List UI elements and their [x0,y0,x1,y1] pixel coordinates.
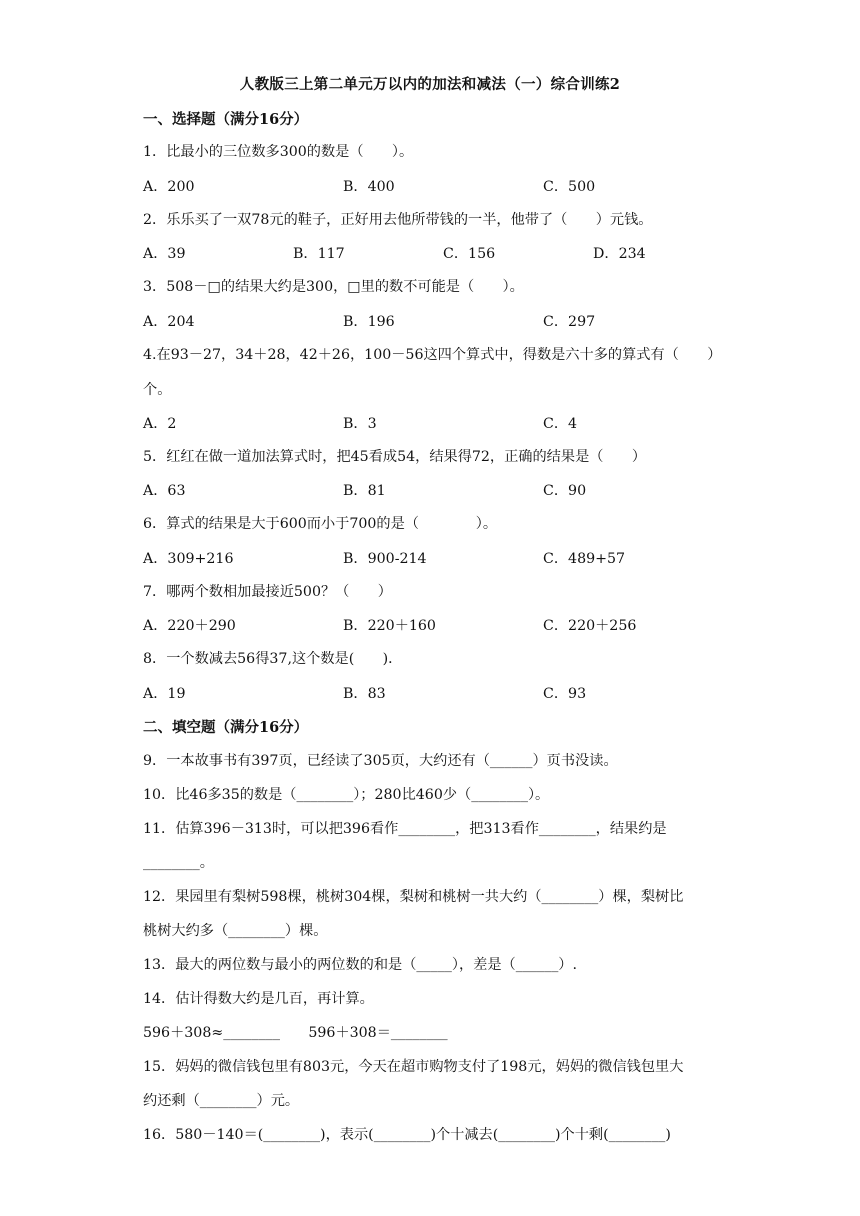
option-5b: B．81 [343,483,386,499]
option-2a: A．39 [143,246,186,262]
option-6b: B．900-214 [343,551,427,567]
question-10: 10．比46多35的数是（________）；280比460少（________）。 [143,787,550,803]
option-4b: B．3 [343,416,377,432]
question-12-cont: 桃树大约多（________）棵。 [143,923,328,939]
option-3c: C．297 [543,314,596,330]
option-4c: C．4 [543,416,578,432]
question-12: 12．果园里有梨树598棵，桃树304棵，梨树和桃树一共大约（________）棵，梨树比 [143,889,684,905]
option-6c: C．489+57 [543,551,626,567]
option-5c: C．90 [543,483,587,499]
question-5: 5．红红在做一道加法算式时，把45看成54，结果得72，正确的结果是（ ） [143,449,647,465]
option-1c: C．500 [543,179,596,195]
question-13: 13．最大的两位数与最小的两位数的和是（_____），差是（______）. [143,957,577,973]
question-1: 1．比最小的三位数多300的数是（ ）。 [143,144,414,160]
question-15-cont: 约还剩（________）元。 [143,1093,300,1109]
question-7: 7．哪两个数相加最接近500？（ ） [143,584,392,600]
question-9: 9．一本故事书有397页，已经读了305页，大约还有（______）页书没读。 [143,753,618,769]
question-2: 2．乐乐买了一双78元的鞋子，正好用去他所带钱的一半，他带了（ ）元钱。 [143,212,653,228]
option-1a: A．200 [143,179,195,195]
option-3b: B．196 [343,314,395,330]
option-5a: A．63 [143,483,186,499]
question-15: 15．妈妈的微信钱包里有803元，今天在超市购物支付了198元，妈妈的微信钱包里大 [143,1059,684,1075]
question-16: 16．580－140＝(________)，表示(________)个十减去(________)个十剩(________) [143,1127,671,1143]
question-6: 6．算式的结果是大于600而小于700的是（ ）。 [143,516,498,532]
question-11: 11．估算396－313时，可以把396看作________，把313看作________，结果约是 [143,821,667,837]
option-8a: A．19 [143,686,186,702]
option-2d: D．234 [593,246,646,262]
option-2c: C．156 [443,246,496,262]
question-8: 8．一个数减去56得37,这个数是( )． [143,651,403,667]
option-3a: A．204 [143,314,195,330]
page-title: 人教版三上第二单元万以内的加法和减法（一）综合训练2 [239,76,621,93]
option-8c: C．93 [543,686,587,702]
question-14-equations: 596＋308≈________ 596＋308＝________ [143,1025,448,1041]
question-11-cont: ________。 [143,855,214,871]
option-6a: A．309+216 [143,551,234,567]
option-7c: C．220＋256 [543,618,637,634]
option-7a: A．220＋290 [143,618,236,634]
option-1b: B．400 [343,179,395,195]
question-4: 4.在93－27，34＋28，42＋26，100－56这四个算式中，得数是六十多的算式有（ ） [143,347,722,363]
section-heading-choice: 一、选择题（满分16分） [143,111,309,128]
option-7b: B．220＋160 [343,618,436,634]
option-8b: B．83 [343,686,386,702]
section-heading-fill: 二、填空题（满分16分） [143,719,309,736]
question-4-cont: 个。 [143,382,172,398]
question-3: 3．508－□的结果大约是300，□里的数不可能是（ ）。 [143,279,524,295]
option-2b: B．117 [293,246,345,262]
question-14: 14．估计得数大约是几百，再计算。 [143,991,374,1007]
option-4a: A．2 [143,416,177,432]
